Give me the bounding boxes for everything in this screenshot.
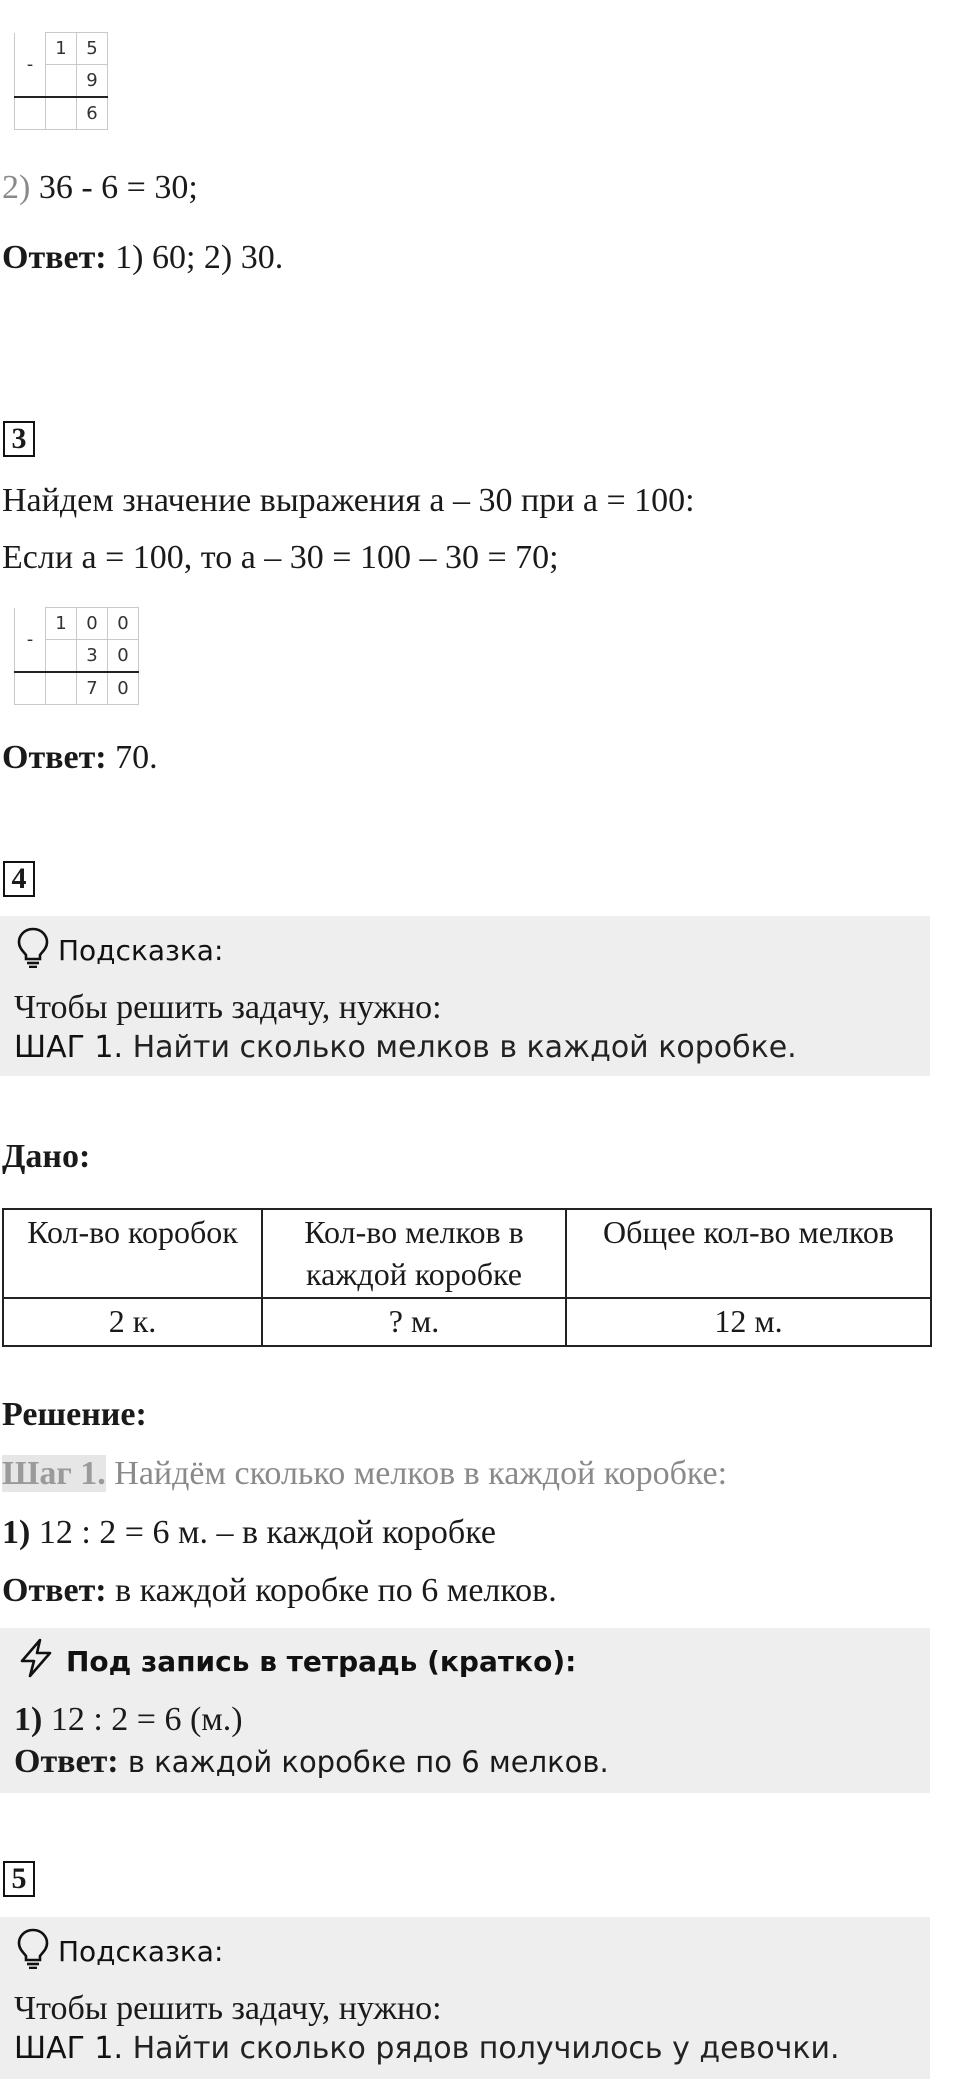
step-label: ШАГ 1. [14, 2031, 124, 2066]
lightning-icon [16, 1638, 56, 1685]
grid-cell [46, 97, 77, 130]
answer-text: 1) 60; 2) 30. [106, 239, 284, 276]
minus-sign: - [15, 608, 46, 673]
given-table [2, 1208, 932, 1347]
grid-cell: 0 [77, 608, 108, 640]
table-cell: ? м. [262, 1298, 566, 1346]
grid-cell: 3 [77, 640, 108, 673]
calc-text: 12 : 2 = 6 м. – в каждой коробке [30, 1514, 496, 1551]
grid-cell: 0 [108, 672, 139, 705]
calculation-line-2 [2, 168, 198, 209]
table-cell: 12 м. [566, 1298, 931, 1346]
answer-line-1 [2, 238, 283, 279]
grid-cell: 9 [77, 65, 108, 98]
table-header-row [3, 1209, 931, 1298]
answer-label: Ответ: [2, 239, 107, 276]
answer-label: Ответ: [2, 739, 107, 776]
grid-cell: 6 [77, 97, 108, 130]
grid-cell: 7 [77, 672, 108, 705]
answer-text: 70. [106, 739, 158, 776]
solution-calc [2, 1513, 496, 1554]
calc-text: 12 : 2 = 6 (м.) [42, 1701, 243, 1738]
grid-cell: 0 [108, 640, 139, 673]
grid-cell: 1 [46, 608, 77, 640]
hint-step [14, 1030, 797, 1065]
grid-cell [46, 672, 77, 705]
hint-header [16, 1927, 223, 1976]
answer-line-3 [2, 738, 158, 779]
problem3-line-2: Если а = 100, то а – 30 = 100 – 30 = 70; [2, 539, 559, 576]
answer-label: Ответ: [2, 1572, 107, 1609]
table-cell: 2 к. [3, 1298, 262, 1346]
problem-number-5: 5 [3, 1861, 35, 1897]
grid-cell [46, 640, 77, 673]
step-text: Найти сколько мелков в каждой коробке. [123, 1030, 797, 1065]
grid-cell [46, 65, 77, 98]
step-text: Найти сколько рядов получилось у девочки. [123, 2031, 840, 2066]
answer-label: Ответ: [14, 1743, 119, 1780]
table-row [3, 1298, 931, 1346]
grid-cell: 1 [46, 33, 77, 65]
solution-label: Решение: [2, 1396, 147, 1433]
grid-cell: 0 [108, 608, 139, 640]
minus-sign: - [15, 33, 46, 98]
answer-line-4 [2, 1571, 557, 1612]
table-header-cell: Кол-во коробок [3, 1209, 262, 1298]
lightbulb-icon [16, 926, 50, 975]
hint-title: Подсказка: [58, 934, 224, 967]
given-label: Дано: [2, 1138, 91, 1175]
subtraction-grid-3 [14, 607, 139, 705]
grid-cell [15, 97, 46, 130]
table-header-cell: Кол-во мелков в каждой коробке [262, 1209, 566, 1298]
solution-step-1 [2, 1454, 727, 1495]
notebook-calc [14, 1700, 243, 1741]
notebook-title: Под запись в тетрадь (кратко): [66, 1645, 577, 1678]
notebook-panel-4 [0, 1628, 930, 1793]
hint-step [14, 2031, 840, 2066]
lightbulb-icon [16, 1927, 50, 1976]
calc-label: 1) [14, 1701, 43, 1738]
grid-cell: 5 [77, 33, 108, 65]
notebook-header [16, 1638, 576, 1685]
table-header-cell: Общее кол-во мелков [566, 1209, 931, 1298]
hint-panel-4 [0, 916, 930, 1076]
hint-intro: Чтобы решить задачу, нужно: [14, 989, 442, 1026]
answer-text: в каждой коробке по 6 мелков. [118, 1745, 609, 1779]
answer-text: в каждой коробке по 6 мелков. [106, 1572, 557, 1609]
hint-panel-5 [0, 1917, 930, 2079]
item-number: 2) [2, 169, 31, 206]
notebook-answer [14, 1742, 609, 1783]
hint-header [16, 926, 223, 975]
hint-intro: Чтобы решить задачу, нужно: [14, 1990, 442, 2027]
problem3-line-1: Найдем значение выражения а – 30 при а = 100: [2, 482, 695, 519]
step-label: ШАГ 1. [14, 1030, 124, 1065]
subtraction-grid-1 [14, 32, 108, 130]
problem-number-3: 3 [3, 421, 35, 457]
step-text: Найдём сколько мелков в каждой коробке: [105, 1455, 728, 1492]
hint-title: Подсказка: [58, 1935, 224, 1968]
calculation-text: 36 - 6 = 30; [30, 169, 198, 206]
calc-label: 1) [2, 1514, 31, 1551]
grid-cell [15, 672, 46, 705]
problem-number-4: 4 [3, 861, 35, 897]
step-label: Шаг 1. [2, 1455, 106, 1492]
